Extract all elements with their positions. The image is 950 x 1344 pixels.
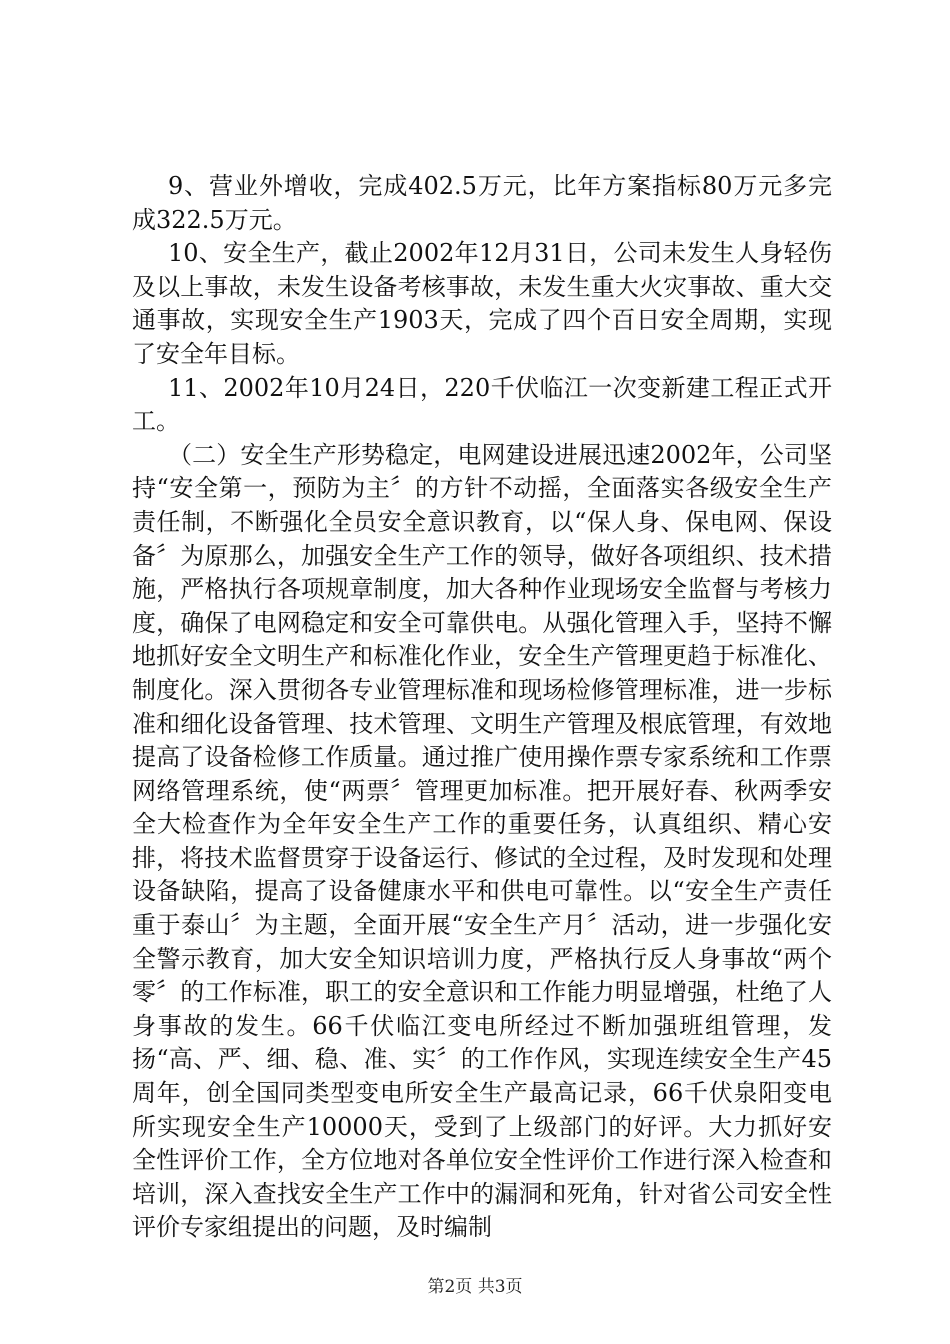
page-number-label: 第2页 共3页 [427, 1277, 523, 1297]
paragraph-section-2: （二）安全生产形势稳定，电网建设进展迅速2002年，公司坚持“安全第一，预防为主〞的方针不动摇，全面落实各级安全生产责任制，不断强化全员安全意识教育，以“保人身、保电网、保设备〞为原那么，加强安全生产工作的领导，做好各项组织、技术措施，严格执行各项规章制度，加大各种作业现场安全监督与考核力度，确保了电网稳定和安全可靠供电。从强化管理入手，坚持不懈地抓好安全文明生产和标准化作业，安全生产管理更趋于标准化、制度化。深入贯彻各专业管理标准和现场检修管理标准，进一步标准和细化设备管理、技术管理、文明生产管理及根底管理，有效地提高了设备检修工作质量。通过推广使用操作票专家系统和工作票网络管理系统，使“两票〞管理更加标准。把开展好春、秋两季安全大检查作为全年安全生产工作的重要任务，认真组织、精心安排，将技术监督贯穿于设备运行、修试的全过程，及时发现和处理设备缺陷，提高了设备健康水平和供电可靠性。以“安全生产责任重于泰山〞为主题，全面开展“安全生产月〞活动，进一步强化安全警示教育，加大安全知识培训力度，严格执行反人身事故“两个零〞的工作标准，职工的安全意识和工作能力明显增强，杜绝了人身事故的发生。66千伏临江变电所经过不断加强班组管理，发扬“高、严、细、稳、准、实〞的工作作风，实现连续安全生产45周年，创全国同类型变电所安全生产最高记录，66千伏泉阳变电所实现安全生产10000天，受到了上级部门的好评。大力抓好安全性评价工作，全方位地对各单位安全性评价工作进行深入检查和培训，深入查找安全生产工作中的漏洞和死角，针对省公司安全性评价专家组提出的问题，及时编制 [132, 440, 832, 1242]
paragraph-item-9: 9、营业外增收，完成402.5万元，比年方案指标80万元多完成322.5万元。 [132, 172, 832, 234]
paragraph-item-10: 10、安全生产，截止2002年12月31日，公司未发生人身轻伤及以上事故，未发生设备考核事故，未发生重大火灾事故、重大交通事故，实现安全生产1903天，完成了四个百日安全周期，实现了安全年目标。 [132, 239, 832, 368]
paragraph-item-11: 11、2002年10月24日，220千伏临江一次变新建工程正式开工。 [132, 373, 832, 436]
document-body [132, 170, 832, 1245]
page-footer [0, 1276, 950, 1298]
